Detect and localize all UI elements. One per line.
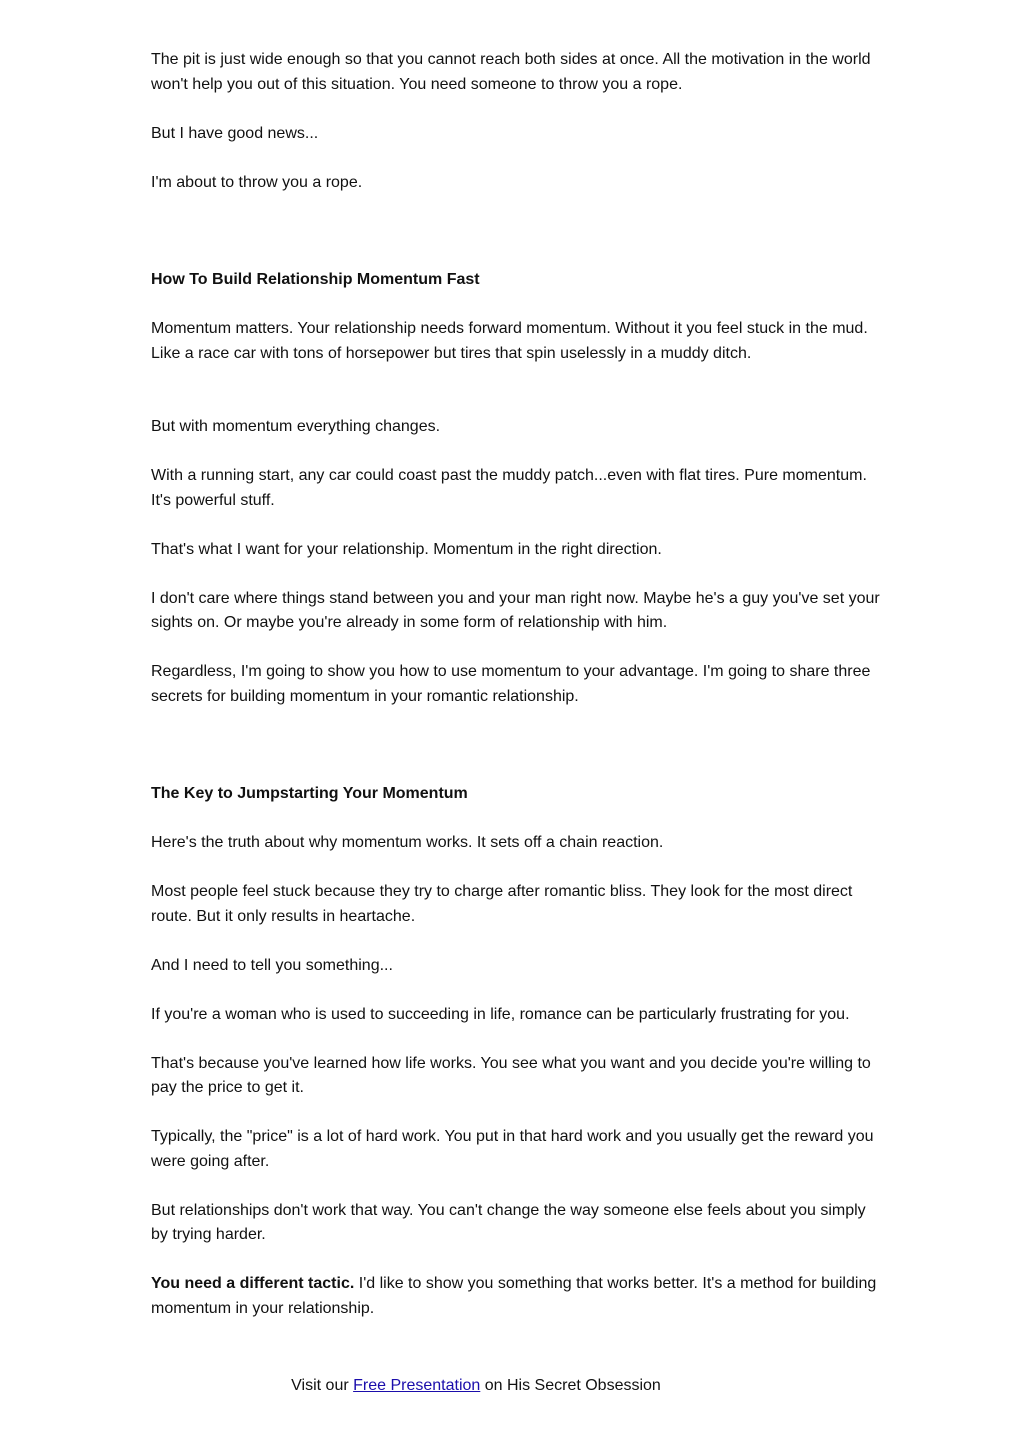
paragraph-final (151, 1272, 881, 1321)
paragraph: Momentum matters. Your relationship needs forward momentum. Without it you feel stuck in the mud. Like a race car with tons of horsepower but tires that spin uselessly in a muddy ditch. (151, 320, 868, 362)
emphasis-text: You need a different tactic. (151, 1275, 355, 1292)
paragraph: If you're a woman who is used to succeeding in life, romance can be particularly frustrating for you. (151, 1005, 850, 1023)
paragraph: Typically, the "price" is a lot of hard work. You put in that hard work and you usually get the reward you were going after. (151, 1128, 874, 1170)
paragraph: With a running start, any car could coast past the muddy patch...even with flat tires. Pure momentum. It's powerful stuff. (151, 467, 867, 509)
footer-suffix: on His Secret Obsession (480, 1377, 661, 1394)
paragraph: Most people feel stuck because they try to charge after romantic bliss. They look for the most direct route. But it only results in heartache. (151, 883, 853, 925)
paragraph: I'm about to throw you a rope. (151, 173, 363, 191)
paragraph: Regardless, I'm going to show you how to use momentum to your advantage. I'm going to share three secrets for building momentum in your romantic relationship. (151, 663, 871, 705)
paragraph: That's because you've learned how life works. You see what you want and you decide you're willing to pay the price to get it. (151, 1054, 871, 1096)
paragraph: And I need to tell you something... (151, 956, 393, 974)
paragraph: That's what I want for your relationship. Momentum in the right direction. (151, 540, 662, 558)
paragraph: But with momentum everything changes. (151, 418, 441, 435)
paragraph: The pit is just wide enough so that you cannot reach both sides at once. All the motivation in the world won't help you out of this situation. You need someone to throw you a rope. (151, 51, 871, 93)
paragraph: Here's the truth about why momentum works. It sets off a chain reaction. (151, 834, 664, 851)
paragraph: I don't care where things stand between you and your man right now. Maybe he's a guy you've set your sights on. Or maybe you're already in some form of relationship with him. (151, 589, 880, 631)
page-footer (0, 1376, 952, 1396)
footer-prefix: Visit our (291, 1377, 354, 1394)
section-heading: The Key to Jumpstarting Your Momentum (151, 785, 468, 802)
section-heading: How To Build Relationship Momentum Fast (151, 271, 480, 288)
paragraph: But I have good news... (151, 124, 319, 142)
paragraph: But relationships don't work that way. You can't change the way someone else feels about you simply by trying harder. (151, 1201, 866, 1243)
paragraph-text: I'd like to show you something that works better. It's a method for building momentum in your relationship. (151, 1275, 877, 1317)
document-body (151, 48, 881, 1321)
free-presentation-link[interactable]: Free Presentation (353, 1377, 481, 1394)
